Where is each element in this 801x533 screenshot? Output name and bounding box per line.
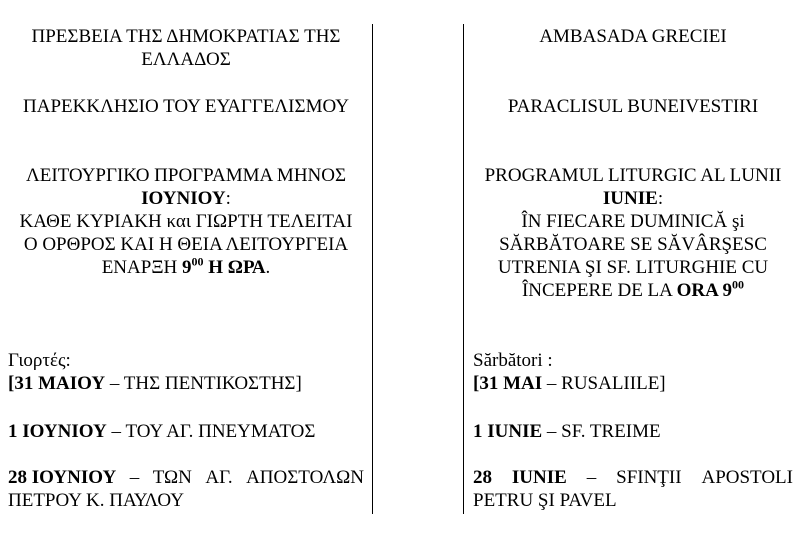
greek-feasts-title: Γιορτές: — [8, 350, 71, 371]
romanian-chapel-name: PARACLISUL BUNEIVESTIRI — [507, 96, 759, 117]
romanian-program — [473, 164, 793, 302]
greek-program-line5: ΕΝΑΡΞΗ $9^{00}$ Η ΩΡΑ. — [101, 254, 271, 278]
greek-feast-3-date: 28 ΙΟΥΝΙΟΥ — [8, 467, 117, 488]
greek-program-month: ΙΟΥΝΙΟΥ — [141, 188, 226, 209]
romanian-feasts — [473, 349, 793, 395]
greek-feast-3-line1: 28 ΙΟΥΝΙΟΥ – ΤΩΝ ΑΓ. ΑΠΟΣΤΟΛΩΝ — [8, 467, 364, 488]
romanian-program-month: IUNIE — [602, 188, 658, 209]
greek-feast-3-line2: ΠΕΤΡΟΥ Κ. ΠΑΥΛΟΥ — [8, 490, 184, 511]
greek-program-line1: ΛΕΙΤΟΥΡΓΙΚΟ ΠΡΟΓΡΑΜΜΑ ΜΗΝΟΣ — [25, 165, 347, 186]
romanian-header — [473, 25, 793, 48]
romanian-feast-3 — [473, 466, 793, 512]
romanian-feast-3-month: IUNIE — [511, 467, 567, 488]
romanian-feast-1-date: 31 MAI — [479, 373, 543, 394]
romanian-feast-3-line1: 28 IUNIE – SFINŢII APOSTOLI — [473, 467, 793, 488]
romanian-header-line1: AMBASADA GRECIEI — [539, 26, 727, 47]
romanian-program-line4: SĂRBĂTOARE SE SĂVÂRŞESC — [499, 234, 767, 255]
greek-chapel-name: ΠΑΡΕΚΚΛΗΣΙΟ ΤΟΥ ΕΥΑΓΓΕΛΙΣΜΟΥ — [23, 96, 349, 117]
romanian-program-line1: PROGRAMUL LITURGIC AL LUNII — [484, 165, 782, 186]
greek-feast-1: [31 ΜΑΙΟΥ – ΤΗΣ ΠΕΝΤΙΚΟΣΤΗΣ] — [8, 373, 302, 394]
greek-header — [8, 25, 364, 71]
greek-program-line2: ΙΟΥΝΙΟΥ: — [141, 188, 231, 209]
greek-program-hour: $9^{00}$ Η ΩΡΑ — [182, 254, 266, 278]
greek-header-line1: ΠΡΕΣΒΕΙΑ ΤΗΣ ΔΗΜΟΚΡΑΤΙΑΣ ΤΗΣ — [31, 26, 341, 47]
romanian-feast-2-date: 1 IUNIE — [473, 421, 543, 442]
greek-program-line4: Ο ΟΡΘΡΟΣ ΚΑΙ Η ΘΕΙΑ ΛΕΙΤΟΥΡΓΕΙΑ — [23, 234, 349, 255]
greek-feast-2-date: 1 ΙΟΥΝΙΟΥ — [8, 421, 107, 442]
greek-feast-3 — [8, 466, 364, 512]
romanian-chapel — [473, 95, 793, 118]
greek-program-line3: ΚΑΘΕ ΚΥΡΙΑΚΗ και ΓΙΩΡΤΗ ΤΕΛΕΙΤΑΙ — [19, 211, 353, 232]
romanian-program-line2: IUNIE: — [602, 188, 664, 209]
greek-chapel — [8, 95, 364, 118]
romanian-feast-2: 1 IUNIE – SF. TREIME — [473, 421, 661, 442]
romanian-feast-3-date: 28 — [473, 467, 492, 488]
romanian-feasts-title: Sărbători : — [473, 350, 553, 371]
greek-program — [8, 164, 364, 279]
column-divider-left — [372, 24, 373, 514]
column-divider-right — [463, 24, 464, 514]
romanian-program-line3: ÎN FIECARE DUMINICĂ şi — [521, 211, 745, 232]
romanian-program-line6: ÎNCEPERE DE LA ORA $9^{00}$ — [521, 277, 745, 301]
greek-feasts — [8, 349, 364, 395]
romanian-program-line5: UTRENIA ŞI SF. LITURGHIE CU — [497, 257, 769, 278]
romanian-feast-1: [31 MAI – RUSALIILE] — [473, 373, 666, 394]
greek-header-line2: ΕΛΛΑΔΟΣ — [141, 49, 231, 70]
romanian-program-hour: ORA $9^{00}$ — [676, 277, 745, 301]
greek-feast-1-date: 31 ΜΑΙΟΥ — [14, 373, 106, 394]
romanian-feast-3-line2: PETRU ŞI PAVEL — [473, 490, 617, 511]
greek-feast-2: 1 ΙΟΥΝΙΟΥ – ΤΟΥ ΑΓ. ΠΝΕΥΜΑΤΟΣ — [8, 421, 316, 442]
